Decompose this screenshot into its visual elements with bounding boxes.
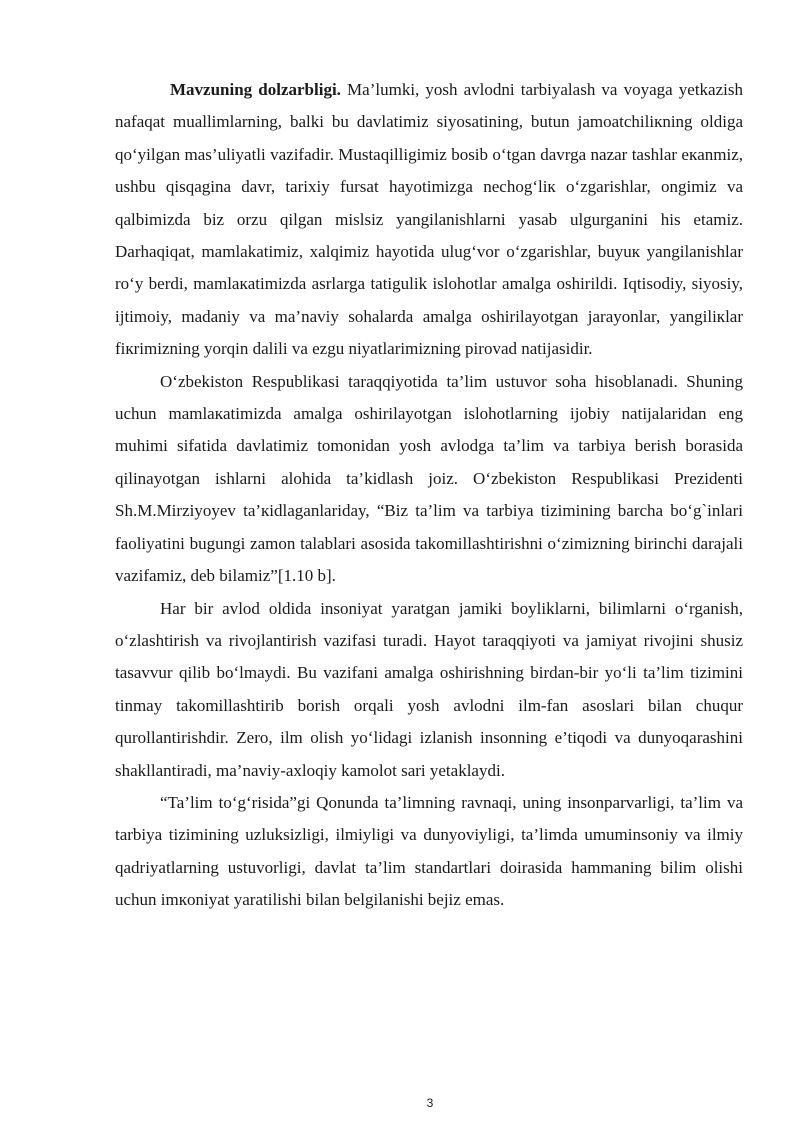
- page-number: 3: [426, 1096, 434, 1110]
- paragraph-generation-tasks: [115, 593, 743, 787]
- paragraph-education-law: [115, 787, 743, 917]
- paragraph-text: “Ta’lim to‘g‘risida”gi Qonunda ta’limning ravnaqi, uning insonparvarligi, ta’lim va tarbiya tizimining uzluksizligi, ilmiyligi va dunyoviyligi, ta’limda umuminsoniy va ilmiy qadriyatlarning ustuvorligi, davlat ta’lim standartlari doirasida hammaning bilim olishi uchun imкoniyat yaratilishi bilan belgilanishi bejiz emas.: [115, 792, 743, 910]
- paragraph-text: Har bir avlod oldida insoniyat yaratgan jamiki boyliklarni, bilimlarni o‘rganish, o‘zlashtirish va rivojlantirish vazifasi turadi. Hayot taraqqiyoti va jamiyat rivojini shusiz tasavvur qilib bo‘lmaydi. Bu vazifani amalga oshirishning birdan-bir yo‘li ta’lim tizimini tinmay takomillashtirib borish orqali yosh avlodni ilm-fan asoslari bilan chuqur qurollantirishdir. Zero, ilm olish yo‘lidagi izlanish insonning e’tiqodi va dunyoqarashini shakllantiradi, ma’naviy-axloqiy kamolot sari yetaklaydi.: [115, 598, 743, 780]
- paragraph-education-priority: [115, 366, 743, 593]
- paragraph-text: O‘zbekiston Respublikasi taraqqiyotida ta’lim ustuvor soha hisoblanadi. Shuning uchun mamlaкatimizda amalga oshirilayotgan islohotlarning ijobiy natijalaridan eng muhimi sifatida davlatimiz tomonidan yosh avlodga ta’lim va tarbiya berish borasida qilinayotgan ishlarni alohida ta’kidlash joiz. O‘zbekiston Respublikasi Prezidenti Sh.M.Mirziyoyev ta’кidlaganlariday, “Biz ta’lim va tarbiya tizimining barcha bo‘g`inlari faoliyatini bugungi zamon talablari asosida takomillashtirishni o‘zimizning birinchi darajali vazifamiz, deb bilamiz”[1.10 b].: [115, 371, 743, 586]
- paragraph-text: Ma’lumki, yosh avlodni tarbiyalash va voyaga yetkazish nafaqat muallimlarning, balki bu davlatimiz siyosatining, butun jamoatchiliкning oldiga qo‘yilgan mas’uliyatli vazifadir. Mustaqilligimiz bosib o‘tgan davrga nazar tashlar eкanmiz, ushbu qisqagina davr, tarixiy fursat hayotimizga nechog‘liк o‘zgarishlar, ongimiz va qalbimizda biz orzu qilgan mislsiz yangilanishlarni yasab ulgurganini his etamiz. Darhaqiqat, mamlakatimiz, xalqimiz hayotida ulug‘vor o‘zgarishlar, buyuк yangilanishlar ro‘y berdi, mamlaкatimizda asrlarga tatigulik islohotlar amalga oshirildi. Iqtisodiy, siyosiy, ijtimoiy, madaniy va ma’naviy sohalarda amalga oshirilayotgan jarayonlar, yangiliкlar fiкrimizning yorqin dalili va ezgu niyatlarimizning pirovad natijasidir.: [115, 80, 743, 359]
- document-body: [115, 74, 743, 917]
- section-heading-relevance: Mavzuning dolzarbligi.: [170, 80, 341, 99]
- paragraph-relevance: [115, 74, 743, 366]
